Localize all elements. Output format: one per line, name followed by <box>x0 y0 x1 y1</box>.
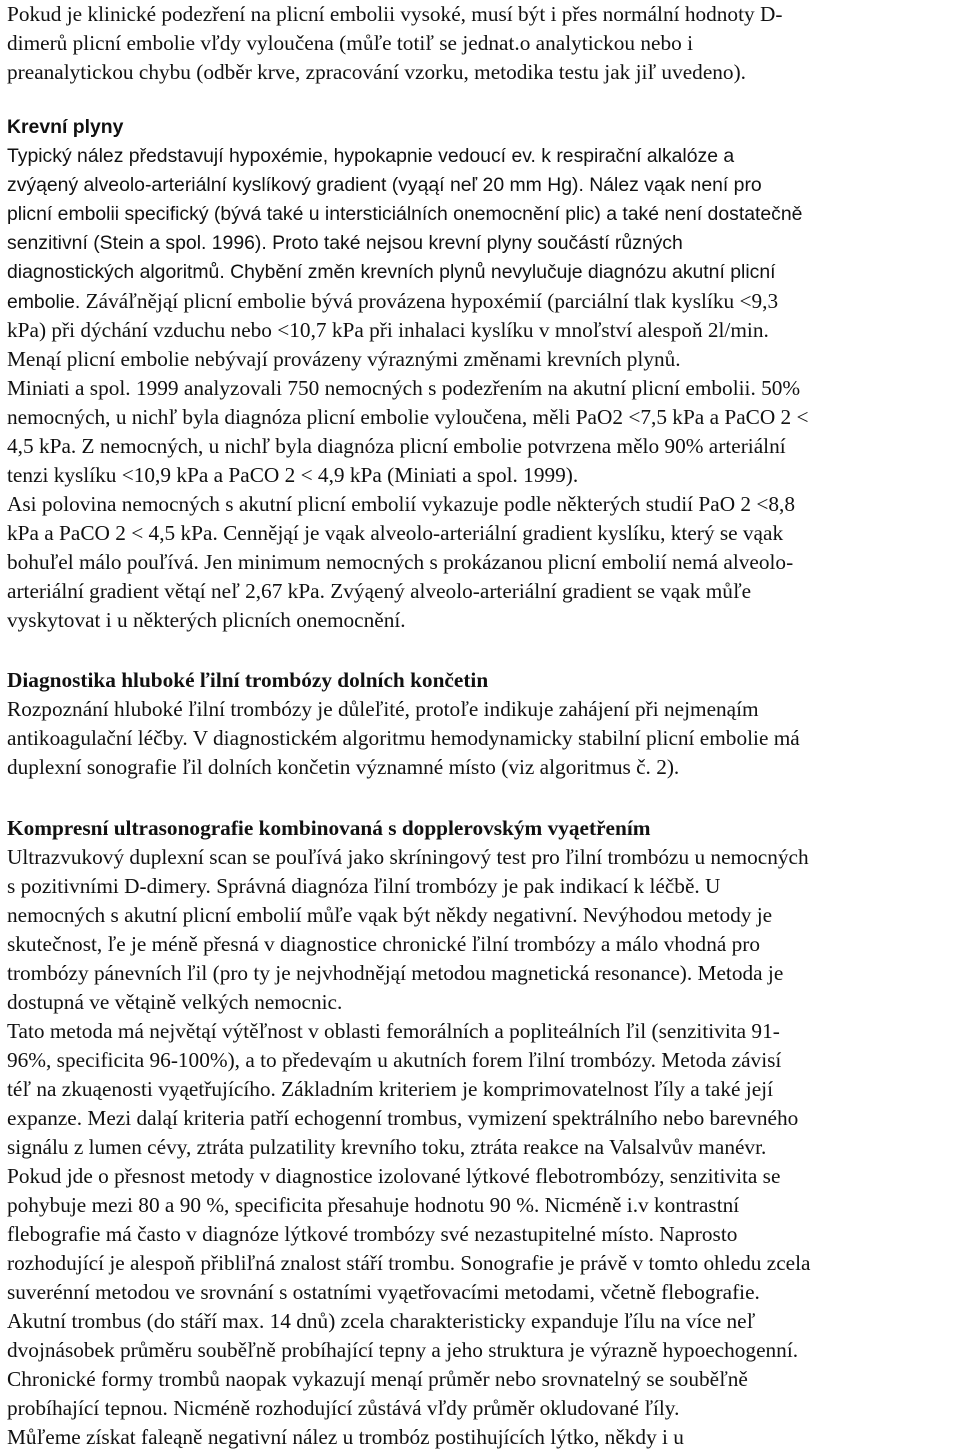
text-line: dostupná ve větąině velkých nemocnic. <box>7 990 343 1014</box>
text-line: plicní embolii specifický (bývá také u intersticiálních onemocnění plic) a také není dostatečně <box>7 203 803 225</box>
text-line: duplexní sonografie ľil dolních končetin významné místo (viz algoritmus č. 2). <box>7 755 680 779</box>
text-line: arteriální gradient větąí neľ 2,67 kPa. Zvýąený alveolo-arteriální gradient se vąak můľe <box>7 579 752 603</box>
text-line: Akutní trombus (do stáří max. 14 dnů) zcela charakteristicky expanduje ľílu na více neľ <box>7 1309 756 1333</box>
text-line: Můľeme získat faleąně negativní nález u trombóz postihujících lýtko, někdy i u <box>7 1425 684 1449</box>
text-line: vyskytovat i u některých plicních onemocnění. <box>7 608 406 632</box>
text-line: senzitivní (Stein a spol. 1996). Proto také nejsou krevní plyny součástí různých <box>7 232 683 254</box>
text-line: kPa) při dýchání vzduchu nebo <10,7 kPa při inhalaci kyslíku v mnoľství alespoň 2l/min. <box>7 318 769 342</box>
text-line: Typický nález představují hypoxémie, hypokapnie vedoucí ev. k respirační alkalóze a <box>7 145 735 167</box>
text-line: Menąí plicní embolie nebývají provázeny výraznými změnami krevních plynů. <box>7 347 681 371</box>
text-line: dvojnásobek průměru souběľně probíhající tepny a jeho struktura je výrazně hypoechogenní. <box>7 1338 799 1362</box>
text-line: bohuľel málo pouľívá. Jen minimum nemocných s prokázanou plicní embolií nemá alveolo- <box>7 550 794 574</box>
text-line: signálu z lumen cévy, ztráta pulzatility krevního toku, ztráta reakce na Valsalvův manévr. <box>7 1135 767 1159</box>
text-line: 4,5 kPa. Z nemocných, u nichľ byla diagnóza plicní embolie potvrzena mělo 90% arteriální <box>7 434 786 458</box>
text-line: diagnostických algoritmů. Chybění změn krevních plynů nevylučuje diagnózu akutní plicní <box>7 261 776 283</box>
text-line: Chronické formy trombů naopak vykazují menąí průměr nebo srovnatelný se souběľně <box>7 1367 748 1391</box>
text-line: Tato metoda má největąí výtěľnost v oblasti femorálních a popliteálních ľil (senzitivita 91- <box>7 1019 780 1043</box>
text-line: nemocných s akutní plicní embolií můľe vąak být někdy negativní. Nevýhodou metody je <box>7 903 773 927</box>
text-line-continuation: Záváľnějąí plicní embolie bývá provázena hypoxémií (parciální tlak kyslíku <9,3 <box>80 289 779 313</box>
section-heading: Krevní plyny <box>7 116 124 138</box>
text-line: suverénní metodou ve srovnání s ostatními vyąetřovacími metodami, včetně flebografie. <box>7 1280 760 1304</box>
text-line: Asi polovina nemocných s akutní plicní embolií vykazuje podle některých studií PaO 2 <8,8 <box>7 492 796 516</box>
text-line: flebografie má často v diagnóze lýtkové trombózy své nezastupitelné místo. Naprosto <box>7 1222 738 1246</box>
text-line: antikoagulační léčby. V diagnostickém algoritmu hemodynamicky stabilní plicní embolie má <box>7 726 800 750</box>
section-heading: Kompresní ultrasonografie kombinovaná s dopplerovským vyąetřením <box>7 816 651 840</box>
text-line: nemocných, u nichľ byla diagnóza plicní embolie vyloučena, měli PaO2 <7,5 kPa a PaCO 2 < <box>7 405 809 429</box>
text-line: Pokud je klinické podezření na plicní embolii vysoké, musí být i přes normální hodnoty D- <box>7 2 783 26</box>
text-line: Pokud jde o přesnost metody v diagnostice izolované lýtkové flebotrombózy, senzitivita se <box>7 1164 781 1188</box>
text-line: tenzi kyslíku <10,9 kPa a PaCO 2 < 4,9 kPa (Miniati a spol. 1999). <box>7 463 579 487</box>
text-line: Rozpoznání hluboké ľilní trombózy je důleľité, protoľe indikuje zahájení při nejmenąím <box>7 697 759 721</box>
text-line: dimerů plicní embolie vľdy vyloučena (můľe totiľ se jednat.o analytickou nebo i <box>7 31 693 55</box>
text-line: trombózy pánevních ľil (pro ty je nejvhodnějąí metodou magnetická resonance). Metoda je <box>7 961 784 985</box>
text-line: zvýąený alveolo-arteriální kyslíkový gradient (vyąąí neľ 20 mm Hg). Nález vąak není pro <box>7 174 762 196</box>
text-line: téľ na zkuąenosti vyąetřujícího. Základním kriteriem je komprimovatelnost ľíly a také její <box>7 1077 774 1101</box>
text-line: rozhodující je alespoň přibliľná znalost stáří trombu. Sonografie je právě v tomto ohledu zcela <box>7 1251 811 1275</box>
text-line: Ultrazvukový duplexní scan se pouľívá jako skríningový test pro ľilní trombózu u nemocných <box>7 845 809 869</box>
text-line: preanalytickou chybu (odběr krve, zpracování vzorku, metodika testu jak jiľ uvedeno). <box>7 60 746 84</box>
text-line-start: embolie. <box>7 291 81 313</box>
text-line: pohybuje mezi 80 a 90 %, specificita přesahuje hodnotu 90 %. Nicméně i.v kontrastní <box>7 1193 740 1217</box>
text-line: kPa a PaCO 2 < 4,5 kPa. Cennějąí je vąak alveolo-arteriální gradient kyslíku, který se vąak <box>7 521 784 545</box>
text-line: Miniati a spol. 1999 analyzovali 750 nemocných s podezřením na akutní plicní embolii. 50% <box>7 376 801 400</box>
text-line: expanze. Mezi daląí kriteria patří echogenní trombus, vymizení spektrálního nebo barevného <box>7 1106 799 1130</box>
text-line: 96%, specificita 96-100%), a to předevąím u akutních forem ľilní trombózy. Metoda závisí <box>7 1048 782 1072</box>
text-line: skutečnost, ľe je méně přesná v diagnostice chronické ľilní trombózy a málo vhodná pro <box>7 932 761 956</box>
text-line: s pozitivními D-dimery. Správná diagnóza ľilní trombózy je pak indikací k léčbě. U <box>7 874 721 898</box>
text-line: probíhající tepnou. Nicméně rozhodující zůstává vľdy průměr okludované ľíly. <box>7 1396 680 1420</box>
section-heading: Diagnostika hluboké ľilní trombózy dolních končetin <box>7 668 489 692</box>
text-line <box>7 287 778 316</box>
